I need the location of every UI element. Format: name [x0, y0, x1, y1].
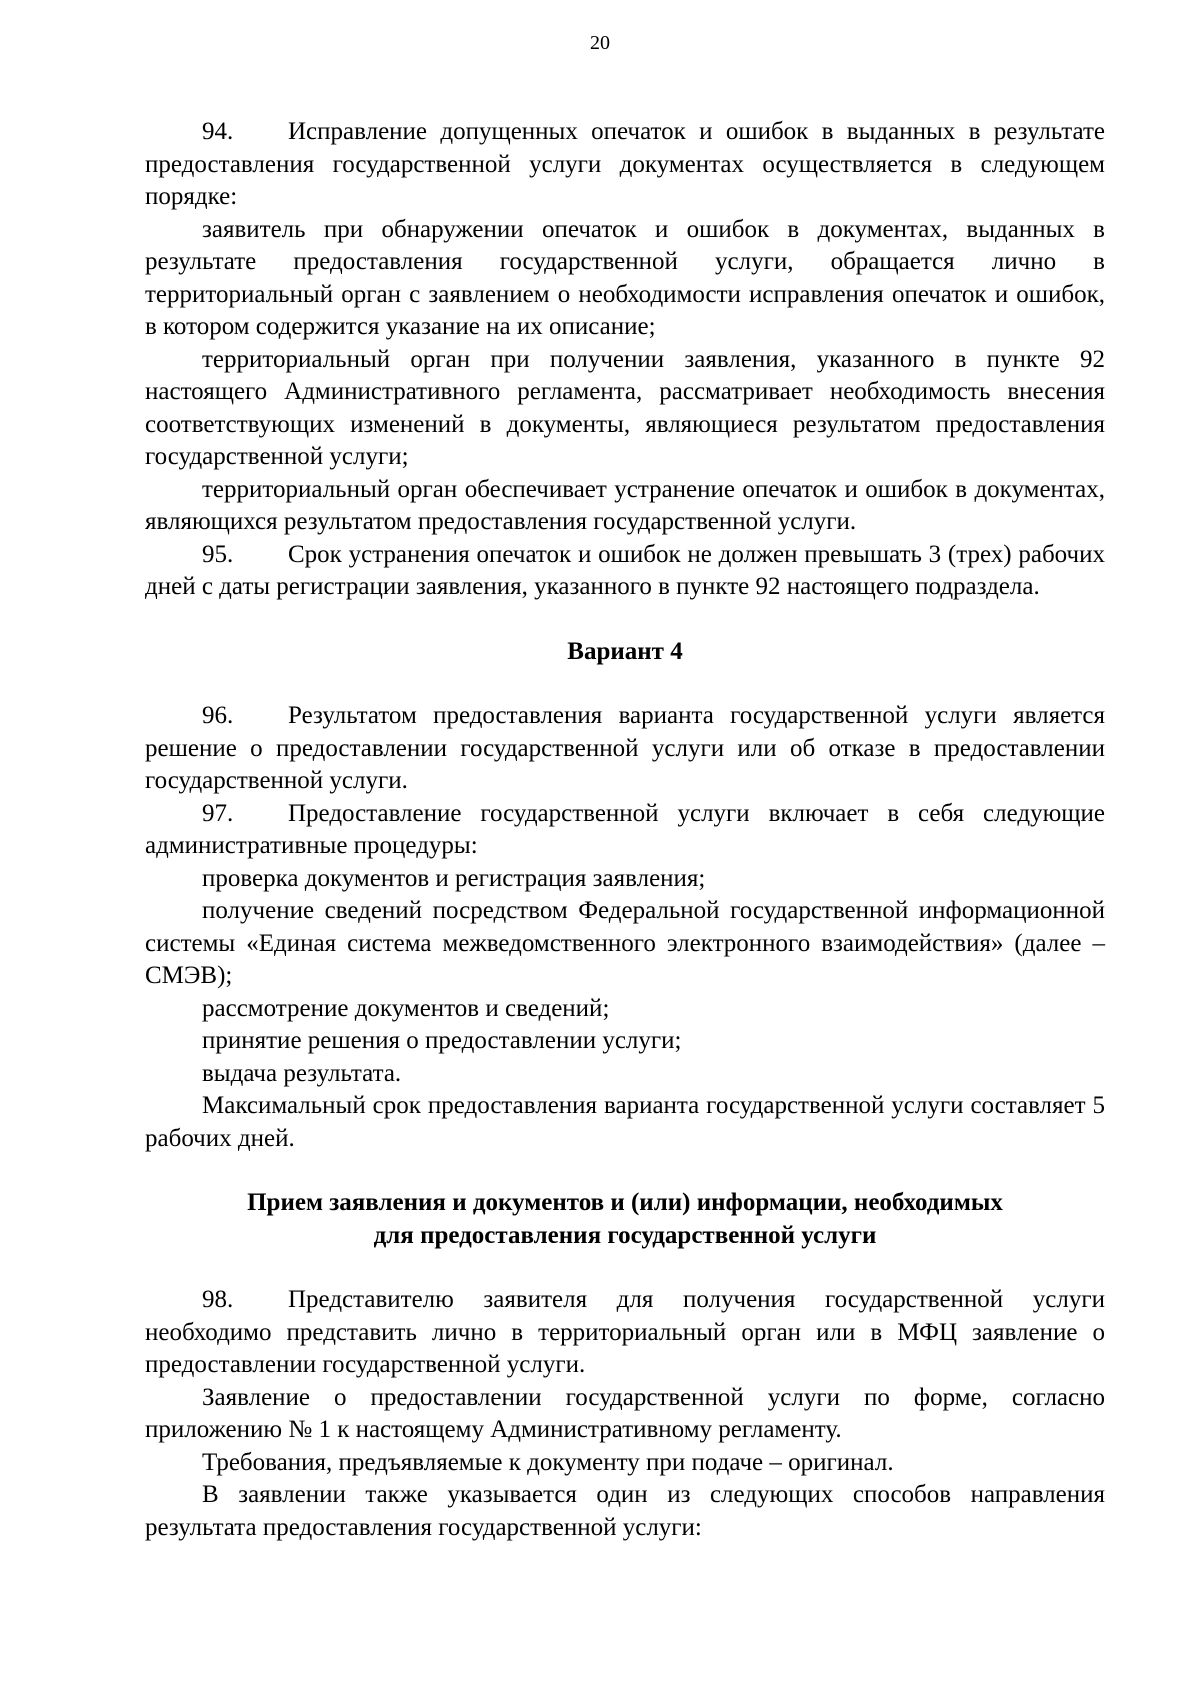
page-number: 20 — [590, 32, 610, 54]
paragraph-98 — [145, 1284, 1105, 1382]
paragraph-number: 95. — [202, 540, 234, 568]
paragraph-number: 94. — [202, 118, 234, 145]
paragraph-text: Предоставление государственной услуги включает в себя следующие административные процедуры: — [145, 799, 1105, 859]
paragraph-94-item-2: территориальный орган при получении заявления, указанного в пункте 92 настоящего Административного регламента, рассматривает необходимость внесения соответствующих изменений в документы, являющиеся результатом предоставления государственной услуги; — [145, 345, 1105, 470]
paragraph-97 — [145, 798, 1105, 863]
paragraph-97-item-5: выдача результата. — [202, 1059, 402, 1087]
heading-line: Прием заявления и документов и (или) информации, необходимых — [247, 1189, 1003, 1216]
paragraph-98-item-2: Требования, предъявляемые к документу при подаче – оригинал. — [202, 1448, 894, 1476]
paragraph-text: Результатом предоставления варианта государственной услуги является решение о предоставлении государственной услуги или об отказе в предоставлении государственной услуги. — [145, 702, 1105, 794]
heading-line: для предоставления государственной услуги — [373, 1221, 877, 1249]
paragraph-number: 97. — [202, 799, 234, 827]
paragraph-text: Исправление допущенных опечаток и ошибок в выданных в результате предоставления государственной услуги документах осуществляется в следующем порядке: — [145, 118, 1105, 210]
paragraph-98-item-3: В заявлении также указывается один из следующих способов направления результата предоставления государственной услуги: — [145, 1481, 1105, 1541]
paragraph-94-item-3: территориальный орган обеспечивает устранение опечаток и ошибок в документах, являющихся результатом предоставления государственной услуги. — [145, 475, 1105, 535]
section-heading-variant: Вариант 4 — [567, 637, 683, 665]
paragraph-97-item-3: рассмотрение документов и сведений; — [202, 994, 610, 1022]
paragraph-94 — [145, 116, 1105, 214]
paragraph-98-item-1: Заявление о предоставлении государственной услуги по форме, согласно приложению № 1 к настоящему Административному регламенту. — [145, 1383, 1105, 1443]
paragraph-97-item-4: принятие решения о предоставлении услуги; — [202, 1027, 682, 1054]
paragraph-97-item-2: получение сведений посредством Федеральной государственной информационной системы «Единая система межведомственного электронного взаимодействия» (далее – СМЭВ); — [145, 897, 1105, 989]
paragraph-number: 96. — [202, 702, 234, 729]
paragraph-95 — [145, 539, 1105, 604]
paragraph-97-item-1: проверка документов и регистрация заявления; — [202, 864, 706, 892]
paragraph-number: 98. — [202, 1286, 234, 1313]
paragraph-96 — [145, 700, 1105, 798]
paragraph-text: Срок устранения опечаток и ошибок не должен превышать 3 (трех) рабочих дней с даты регистрации заявления, указанного в пункте 92 настоящего подраздела. — [145, 540, 1105, 600]
paragraph-text: Представителю заявителя для получения государственной услуги необходимо представить лично в территориальный орган или в МФЦ заявление о предоставлении государственной услуги. — [145, 1286, 1105, 1378]
paragraph-97-item-6: Максимальный срок предоставления варианта государственной услуги составляет 5 рабочих дней. — [145, 1092, 1105, 1152]
document-body — [145, 116, 1105, 1544]
section-heading-reception — [145, 1187, 1105, 1252]
paragraph-94-item-1: заявитель при обнаружении опечаток и ошибок в документах, выданных в результате предоставления государственной услуги, обращается лично в территориальный орган с заявлением о необходимости исправления опечаток и ошибок, в котором содержится указание на их описание; — [145, 215, 1105, 340]
